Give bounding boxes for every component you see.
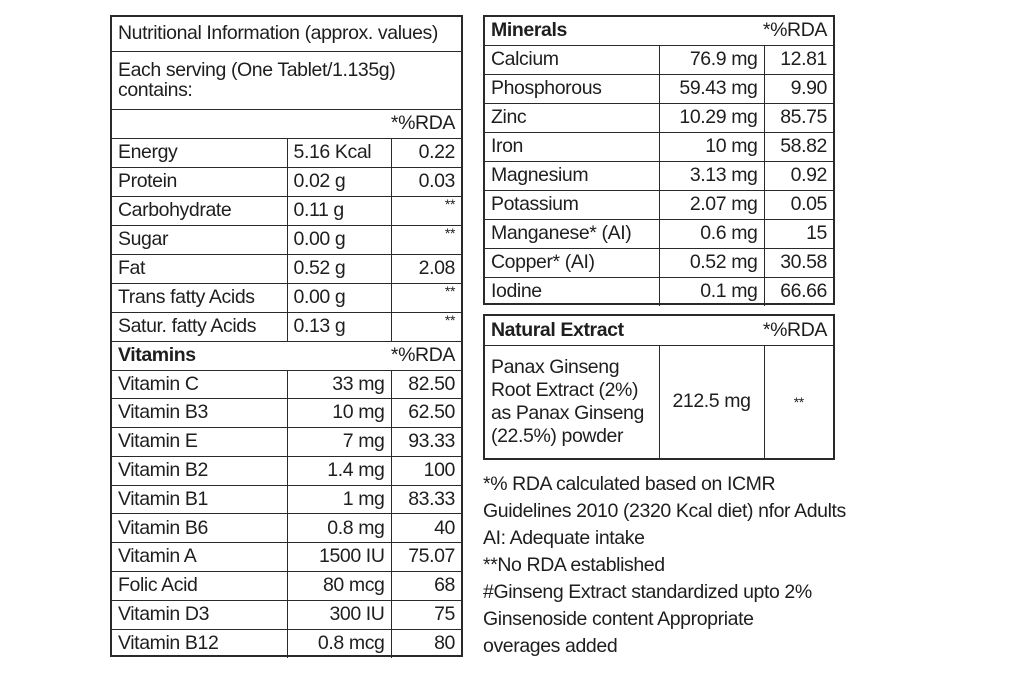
mineral-rda: 12.81 — [764, 45, 833, 74]
extract-name: Panax Ginseng Root Extract (2%) as Panax Ginseng (22.5%) powder — [485, 345, 659, 458]
table-row — [112, 514, 461, 543]
nutrient-amount: 0.00 g — [287, 283, 391, 312]
nutrient-amount: 0.00 g — [287, 225, 391, 254]
mineral-amount: 76.9 mg — [659, 45, 764, 74]
vitamin-amount: 0.8 mcg — [287, 629, 391, 658]
table-row — [485, 103, 833, 132]
rda-header: *%RDA — [762, 318, 827, 341]
table-row — [485, 74, 833, 103]
nutrient-name: Satur. fatty Acids — [112, 312, 287, 341]
mineral-amount: 0.6 mg — [659, 219, 764, 248]
vitamin-amount: 300 IU — [287, 600, 391, 629]
vitamin-amount: 7 mg — [287, 428, 391, 457]
table-row — [485, 277, 833, 306]
table-row — [112, 138, 461, 167]
mineral-name: Iron — [485, 132, 659, 161]
footnote: *% RDA calculated based on ICMR — [483, 473, 776, 495]
nutrient-amount: 0.11 g — [287, 196, 391, 225]
table-row — [112, 283, 461, 312]
table-row — [112, 312, 461, 341]
table-row — [112, 399, 461, 428]
vitamin-name: Vitamin B1 — [112, 485, 287, 514]
table-row — [112, 572, 461, 601]
table-row — [112, 485, 461, 514]
mineral-name: Calcium — [485, 45, 659, 74]
mineral-name: Iodine — [485, 277, 659, 306]
nutrient-name: Sugar — [112, 225, 287, 254]
mineral-amount: 59.43 mg — [659, 74, 764, 103]
mineral-amount: 2.07 mg — [659, 190, 764, 219]
serving-text: Each serving (One Tablet/1.135g) — [118, 59, 396, 81]
nutrient-rda: ** — [391, 225, 461, 254]
nutrient-rda: 0.03 — [391, 167, 461, 196]
nutrient-rda: ** — [391, 283, 461, 312]
vitamin-name: Vitamin B12 — [112, 629, 287, 658]
table-row — [112, 167, 461, 196]
mineral-rda: 15 — [764, 219, 833, 248]
vitamin-rda: 68 — [391, 572, 461, 601]
vitamin-amount: 33 mg — [287, 370, 391, 399]
footnote: Ginsenoside content Appropriate — [483, 608, 754, 630]
nutrient-name: Protein — [112, 167, 287, 196]
mineral-name: Copper* (AI) — [485, 248, 659, 277]
mineral-amount: 3.13 mg — [659, 161, 764, 190]
table-row — [485, 248, 833, 277]
nutrient-name: Carbohydrate — [112, 196, 287, 225]
vitamin-rda: 83.33 — [391, 485, 461, 514]
vitamin-name: Folic Acid — [112, 572, 287, 601]
mineral-rda: 9.90 — [764, 74, 833, 103]
nutrient-name: Trans fatty Acids — [112, 283, 287, 312]
vitamin-name: Vitamin B3 — [112, 399, 287, 428]
footnote: Guidelines 2010 (2320 Kcal diet) nfor Adults — [483, 500, 846, 522]
mineral-amount: 0.52 mg — [659, 248, 764, 277]
mineral-rda: 0.92 — [764, 161, 833, 190]
mineral-rda: 58.82 — [764, 132, 833, 161]
nutrient-amount: 0.52 g — [287, 254, 391, 283]
vitamin-rda: 93.33 — [391, 428, 461, 457]
nutrition-table — [110, 15, 463, 657]
footnote: overages added — [483, 635, 618, 657]
natural-extract-header-row — [485, 316, 833, 345]
table-row — [485, 219, 833, 248]
vitamins-header-row — [112, 341, 461, 370]
footnote: AI: Adequate intake — [483, 527, 645, 549]
mineral-rda: 0.05 — [764, 190, 833, 219]
vitamin-amount: 80 mcg — [287, 572, 391, 601]
rda-header: *%RDA — [762, 19, 827, 41]
vitamin-rda: 62.50 — [391, 399, 461, 428]
nutrient-amount: 0.02 g — [287, 167, 391, 196]
vitamin-rda: 80 — [391, 629, 461, 658]
mineral-name: Magnesium — [485, 161, 659, 190]
table-row — [485, 45, 833, 74]
mineral-name: Manganese* (AI) — [485, 219, 659, 248]
vitamin-amount: 1500 IU — [287, 543, 391, 572]
nutrient-name: Fat — [112, 254, 287, 283]
vitamin-name: Vitamin E — [112, 428, 287, 457]
table-row — [112, 196, 461, 225]
extract-amount: 212.5 mg — [659, 345, 764, 458]
vitamin-amount: 1 mg — [287, 485, 391, 514]
vitamin-amount: 0.8 mg — [287, 514, 391, 543]
vitamin-name: Vitamin A — [112, 543, 287, 572]
vitamin-name: Vitamin B2 — [112, 456, 287, 485]
vitamins-title: Vitamins — [118, 343, 196, 366]
mineral-name: Zinc — [485, 103, 659, 132]
rda-header: *%RDA — [390, 343, 455, 366]
mineral-rda: 30.58 — [764, 248, 833, 277]
rda-header: *%RDA — [112, 109, 461, 138]
minerals-table — [483, 15, 835, 305]
table-row — [485, 132, 833, 161]
table-row — [112, 225, 461, 254]
extract-rda: ** — [764, 345, 833, 458]
nutrient-rda: ** — [391, 312, 461, 341]
table-row — [112, 456, 461, 485]
serving-row — [112, 51, 461, 109]
minerals-header-row — [485, 17, 833, 45]
minerals-title: Minerals — [491, 19, 567, 41]
table-row — [112, 629, 461, 658]
mineral-amount: 10.29 mg — [659, 103, 764, 132]
nutrient-rda: 0.22 — [391, 138, 461, 167]
mineral-amount: 10 mg — [659, 132, 764, 161]
vitamin-amount: 10 mg — [287, 399, 391, 428]
table-row — [112, 543, 461, 572]
table-row — [112, 600, 461, 629]
table-row — [485, 190, 833, 219]
natural-extract-title: Natural Extract — [491, 318, 624, 341]
vitamin-amount: 1.4 mg — [287, 456, 391, 485]
nutrient-amount: 0.13 g — [287, 312, 391, 341]
mineral-rda: 85.75 — [764, 103, 833, 132]
vitamin-rda: 100 — [391, 456, 461, 485]
table-row — [485, 345, 833, 458]
footnote: #Ginseng Extract standardized upto 2% — [483, 581, 812, 603]
footnote: **No RDA established — [483, 554, 665, 576]
table-row — [485, 161, 833, 190]
footnotes — [483, 471, 846, 660]
mineral-rda: 66.66 — [764, 277, 833, 306]
nutrient-amount: 5.16 Kcal — [287, 138, 391, 167]
table-title-row — [112, 17, 461, 51]
nutrient-rda: ** — [391, 196, 461, 225]
mineral-name: Potassium — [485, 190, 659, 219]
mineral-amount: 0.1 mg — [659, 277, 764, 306]
nutrient-name: Energy — [112, 138, 287, 167]
table-row — [112, 370, 461, 399]
vitamin-rda: 75.07 — [391, 543, 461, 572]
natural-extract-table — [483, 314, 835, 460]
vitamin-rda: 75 — [391, 600, 461, 629]
vitamin-name: Vitamin D3 — [112, 600, 287, 629]
vitamin-rda: 40 — [391, 514, 461, 543]
rda-header-row — [112, 109, 461, 138]
mineral-name: Phosphorous — [485, 74, 659, 103]
vitamin-name: Vitamin C — [112, 370, 287, 399]
nutrient-rda: 2.08 — [391, 254, 461, 283]
vitamin-name: Vitamin B6 — [112, 514, 287, 543]
nutrition-title: Nutritional Information (approx. values) — [112, 17, 461, 51]
serving-text-cont: contains: — [118, 79, 193, 101]
vitamin-rda: 82.50 — [391, 370, 461, 399]
table-row — [112, 428, 461, 457]
table-row — [112, 254, 461, 283]
